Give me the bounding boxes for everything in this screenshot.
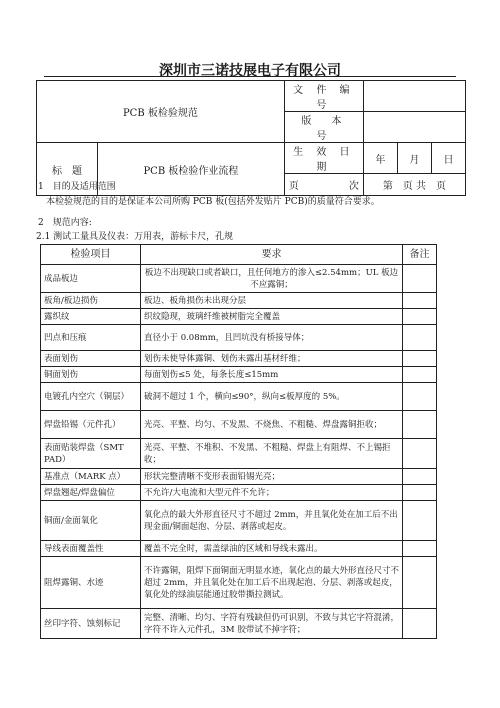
table-row (41, 469, 437, 485)
table-row (41, 325, 437, 351)
title-label: 标 题 (37, 143, 98, 196)
table-row (41, 609, 437, 639)
row-item: 凹点和压痕 (41, 325, 141, 351)
row-note (403, 309, 437, 325)
section-1-title: 1 目的及适用范围 (38, 182, 116, 192)
table-row (41, 541, 437, 557)
row-note (403, 609, 437, 639)
row-item: 丝印字符、蚀刻标记 (41, 609, 141, 639)
version-label: 版 本 号 (284, 112, 363, 143)
row-item: 铜面/金面氧化 (41, 501, 141, 541)
row-note (403, 265, 437, 293)
row-note (403, 469, 437, 485)
row-requirement: 板边不出现缺口或者缺口，且任何地方的渗入≤2.54mm；UL 板边不应露铜； (141, 265, 403, 293)
row-note (403, 501, 437, 541)
row-item: 焊盘翘起/焊盘偏位 (41, 485, 141, 501)
row-note (403, 411, 437, 439)
row-note (403, 293, 437, 309)
row-requirement: 织纹隐现，玻璃纤维被树脂完全覆盖 (141, 309, 403, 325)
row-requirement: 划伤未使导体露铜、划伤未露出基材纤维； (141, 351, 403, 367)
table-row (41, 557, 437, 609)
row-requirement: 板边、板角损伤未出现分层 (141, 293, 403, 309)
version-value (363, 112, 465, 143)
table-row (41, 351, 437, 367)
section-2-1-title: 2.1 测试工量具及仪表：万用表，游标卡尺，孔规 (36, 232, 234, 242)
effective-date-label: 生 效 日 期 (284, 143, 363, 174)
doc-title: PCB 板检验规范 (37, 81, 285, 143)
row-item: 阻焊露铜、水迹 (41, 557, 141, 609)
month-label: 月 (397, 143, 431, 174)
day-label: 日 (431, 143, 465, 174)
row-item: 成品板边 (41, 265, 141, 293)
row-note (403, 367, 437, 383)
inspection-spec-table (40, 244, 437, 639)
row-item: 表面划伤 (41, 351, 141, 367)
row-note (403, 541, 437, 557)
row-item: 电镀孔内空穴（铜层） (41, 383, 141, 411)
row-requirement: 光亮、平整、不堆积、不发黑、不粗糙、焊盘上有阻焊、不上锡拒收； (141, 439, 403, 469)
column-header-item: 检验项目 (41, 245, 141, 265)
row-note (403, 439, 437, 469)
flow-title: PCB 板检验作业流程 (98, 143, 285, 196)
times-label: 次 (348, 181, 359, 192)
section-1-body: 本检验规范的目的是保证本公司所购 PCB 板(包括外发贴片 PCB)的质量符合要求。 (46, 197, 380, 207)
row-requirement: 直径小于 0.08mm，且凹坑没有桥接导体； (141, 325, 403, 351)
file-no-value (363, 81, 465, 112)
row-item: 导线表面覆盖性 (41, 541, 141, 557)
spec-table-header-row (41, 245, 437, 265)
row-item: 焊盘铅锡（元件孔） (41, 411, 141, 439)
page-label: 页 (288, 181, 299, 192)
column-header-note: 备注 (403, 245, 437, 265)
row-requirement: 不许露铜，阻焊下面铜面无明显水迹，氧化点的最大外形直径尺寸不超过 2mm，并且氧化处在加工后不出现起泡、分层、剥落或起皮，氧化处的绿油层能通过胶带撕拉测试。 (141, 557, 403, 609)
row-requirement: 不允许/大电流和大型元件不允许； (141, 485, 403, 501)
row-requirement: 覆盖不完全时，需盖绿油的区域和导线未露出。 (141, 541, 403, 557)
row-item: 铜面划伤 (41, 367, 141, 383)
row-item: 基准点（MARK 点） (41, 469, 141, 485)
page-count: 第 页 共 页 (363, 174, 465, 196)
year-label: 年 (363, 143, 397, 174)
row-requirement: 破洞不超过 1 个，横向≤90°，纵向≤板厚度的 5%。 (141, 383, 403, 411)
row-requirement: 每面划伤≤5 处，每条长度≤15mm (141, 367, 403, 383)
row-note (403, 485, 437, 501)
column-header-requirement: 要求 (141, 245, 403, 265)
page-times-cell (284, 174, 363, 196)
row-item: 露织纹 (41, 309, 141, 325)
table-row (41, 383, 437, 411)
row-requirement: 形状完整清晰不变形表面铅锡光亮； (141, 469, 403, 485)
row-note (403, 383, 437, 411)
row-requirement: 氧化点的最大外形直径尺寸不超过 2mm，并且氧化处在加工后不出现金面/铜面起泡、分层、剥落或起皮。 (141, 501, 403, 541)
company-name: 深圳市三诺技展电子有限公司 (159, 63, 341, 79)
table-row (41, 293, 437, 309)
table-row (41, 265, 437, 293)
row-note (403, 351, 437, 367)
table-row (41, 309, 437, 325)
row-item: 表面贴装焊盘（SMT PAD） (41, 439, 141, 469)
table-row (41, 485, 437, 501)
table-row (41, 439, 437, 469)
table-row (41, 501, 437, 541)
row-item: 板角/板边损伤 (41, 293, 141, 309)
row-note (403, 325, 437, 351)
table-row (41, 367, 437, 383)
section-2-title: 2 规范内容: (38, 218, 92, 228)
table-row (41, 411, 437, 439)
company-underline (44, 76, 456, 77)
file-no-label: 文 件 编 号 (284, 81, 363, 112)
row-requirement: 完整、清晰、均匀、字符有残缺但仍可识别，不致与其它字符混淆，字符不许入元件孔，3M 胶带试不掉字符； (141, 609, 403, 639)
row-requirement: 光亮、平整、均匀、不发黑、不烧焦、不粗糙、焊盘露铜拒收； (141, 411, 403, 439)
row-note (403, 557, 437, 609)
